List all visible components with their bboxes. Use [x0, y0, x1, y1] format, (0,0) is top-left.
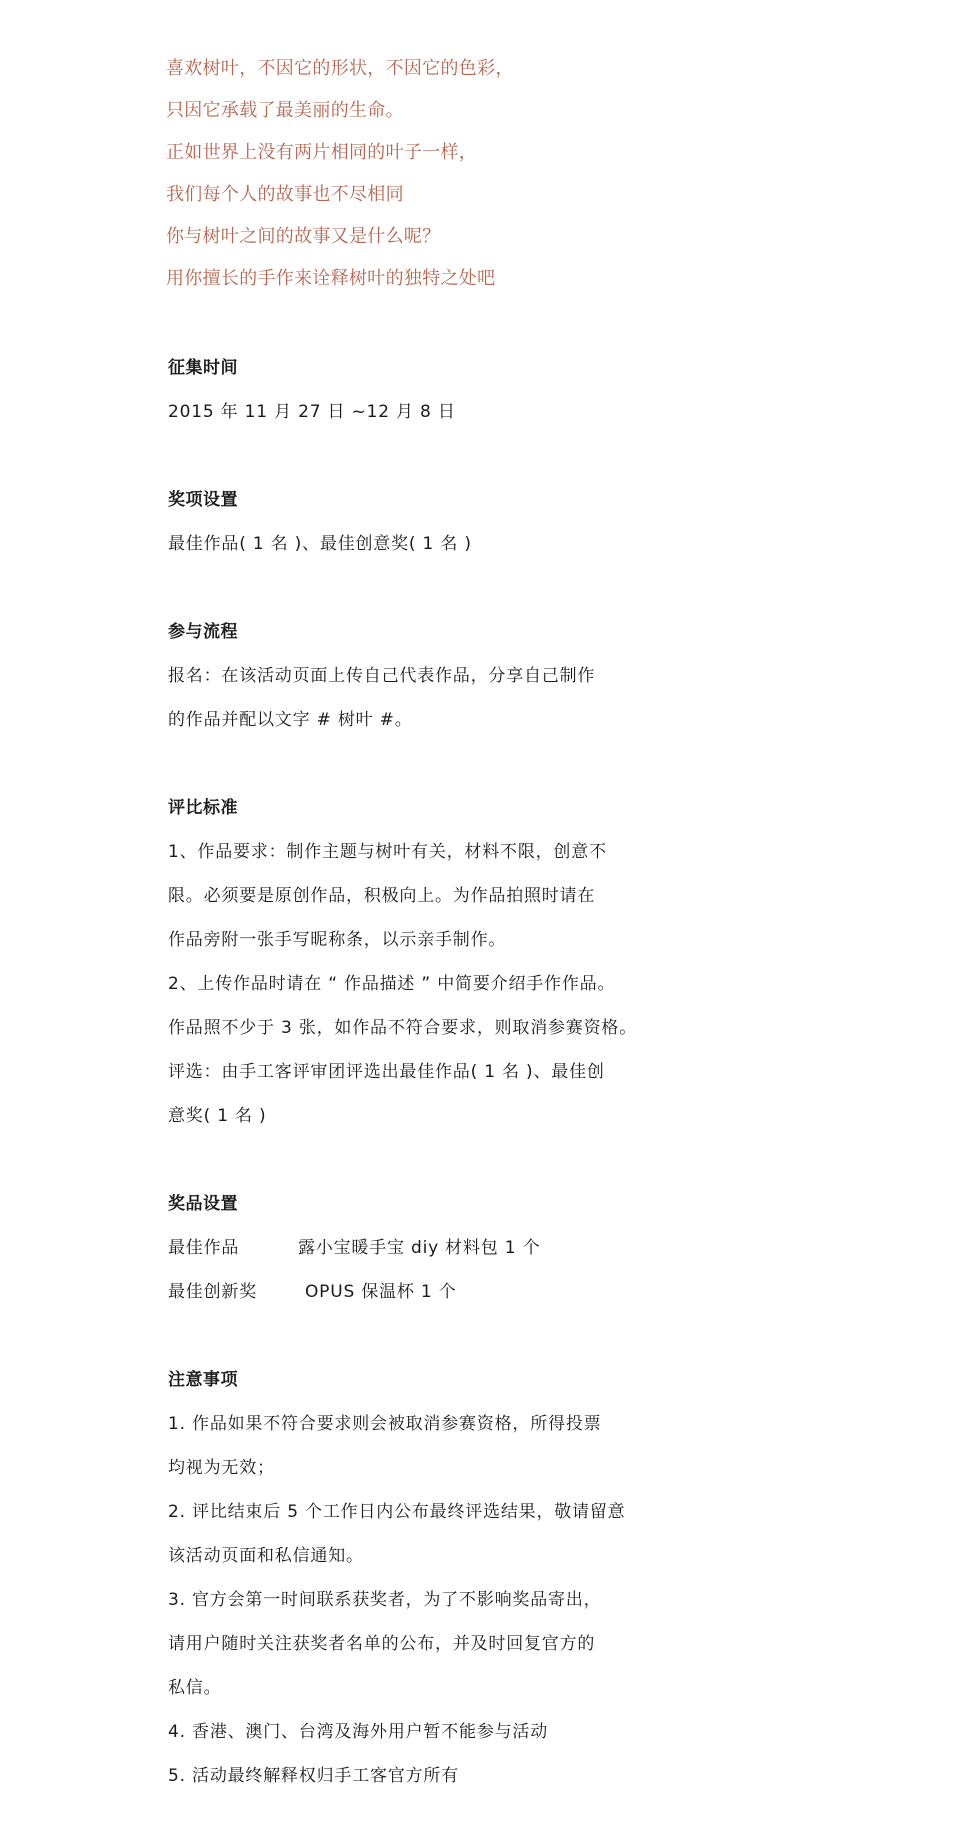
intro-line: 我们每个人的故事也不尽相同 — [166, 184, 404, 205]
section-judging-criteria — [168, 786, 888, 1138]
collection-date: 2015 年 11 月 27 日 ~12 月 8 日 — [168, 402, 456, 422]
section-heading: 奖项设置 — [168, 490, 238, 510]
intro-line: 你与树叶之间的故事又是什么呢？ — [166, 226, 441, 247]
section-heading: 征集时间 — [168, 358, 238, 378]
criteria-line: 意奖( 1 名 ) — [168, 1106, 267, 1126]
intro-line: 正如世界上没有两片相同的叶子一样， — [166, 142, 478, 163]
section-participation-process — [168, 610, 888, 742]
intro-poem — [166, 48, 514, 300]
note-line: 3. 官方会第一时间联系获奖者，为了不影响奖品寄出， — [168, 1590, 602, 1610]
section-award-settings — [168, 478, 888, 566]
section-heading: 奖品设置 — [168, 1194, 238, 1214]
process-line: 报名：在该活动页面上传自己代表作品，分享自己制作 — [168, 666, 596, 686]
note-line: 该活动页面和私信通知。 — [168, 1546, 364, 1566]
criteria-line: 作品旁附一张手写昵称条，以示亲手制作。 — [168, 930, 507, 950]
section-heading: 注意事项 — [168, 1370, 238, 1390]
prize-row — [168, 1226, 888, 1270]
section-heading: 参与流程 — [168, 622, 238, 642]
note-line: 请用户随时关注获奖者名单的公布，并及时回复官方的 — [168, 1634, 596, 1654]
intro-line: 用你擅长的手作来诠释树叶的独特之处吧 — [166, 268, 496, 289]
criteria-line: 限。必须要是原创作品，积极向上。为作品拍照时请在 — [168, 886, 596, 906]
section-notes — [168, 1358, 888, 1798]
note-line: 4. 香港、澳门、台湾及海外用户暂不能参与活动 — [168, 1722, 549, 1742]
section-prize-settings — [168, 1182, 888, 1314]
criteria-line: 1、作品要求：制作主题与树叶有关，材料不限，创意不 — [168, 842, 607, 862]
intro-line: 喜欢树叶，不因它的形状，不因它的色彩， — [166, 58, 514, 79]
note-line: 5. 活动最终解释权归手工客官方所有 — [168, 1766, 460, 1786]
prize-name: 最佳作品 — [168, 1238, 240, 1258]
section-collection-time — [168, 346, 888, 434]
prize-row — [168, 1270, 888, 1314]
criteria-line: 评选：由手工客评审团评选出最佳作品( 1 名 )、最佳创 — [168, 1062, 605, 1082]
prize-item: OPUS 保温杯 1 个 — [305, 1282, 457, 1302]
note-line: 私信。 — [168, 1678, 222, 1698]
process-line: 的作品并配以文字 # 树叶 #。 — [168, 710, 413, 730]
note-line: 2. 评比结束后 5 个工作日内公布最终评选结果，敬请留意 — [168, 1502, 626, 1522]
section-heading: 评比标准 — [168, 798, 238, 818]
criteria-line: 作品照不少于 3 张，如作品不符合要求，则取消参赛资格。 — [168, 1018, 638, 1038]
note-line: 1. 作品如果不符合要求则会被取消参赛资格，所得投票 — [168, 1414, 602, 1434]
criteria-line: 2、上传作品时请在 “ 作品描述 ” 中简要介绍手作作品。 — [168, 974, 616, 994]
prize-item: 露小宝暖手宝 diy 材料包 1 个 — [298, 1238, 541, 1258]
prize-name: 最佳创新奖 — [168, 1282, 257, 1302]
note-line: 均视为无效； — [168, 1458, 275, 1478]
award-list: 最佳作品( 1 名 )、最佳创意奖( 1 名 ) — [168, 534, 472, 554]
intro-line: 只因它承载了最美丽的生命。 — [166, 100, 404, 121]
